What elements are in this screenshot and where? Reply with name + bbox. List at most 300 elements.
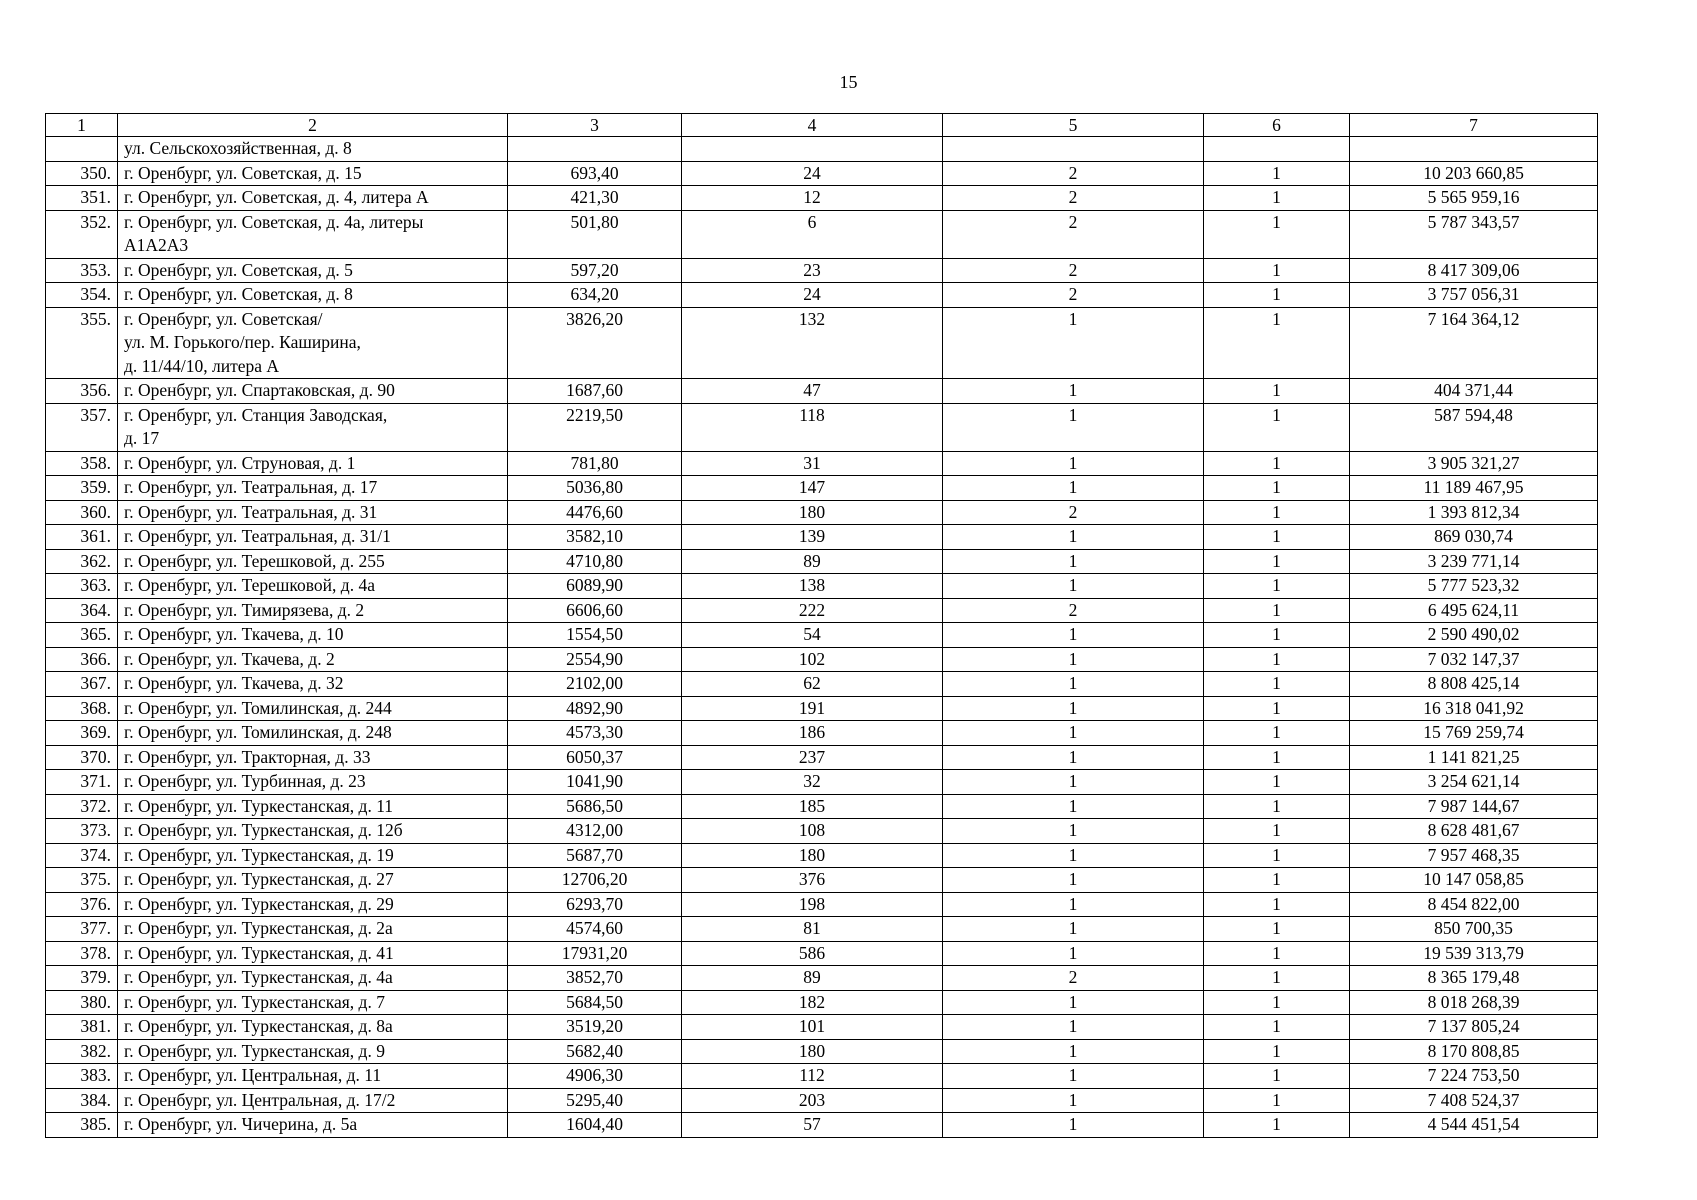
address-cell — [118, 210, 508, 258]
row-number-cell: 367. — [46, 672, 118, 697]
row-number-cell: 369. — [46, 721, 118, 746]
column-5-cell: 1 — [943, 1113, 1204, 1138]
column-5-cell: 1 — [943, 623, 1204, 648]
column-6-cell: 1 — [1204, 917, 1350, 942]
area-cell: 4710,80 — [508, 549, 682, 574]
row-number-cell: 355. — [46, 307, 118, 379]
residents-cell: 191 — [682, 696, 943, 721]
column-6-cell — [1204, 137, 1350, 162]
row-number-cell: 366. — [46, 647, 118, 672]
column-6-cell: 1 — [1204, 186, 1350, 211]
table-header — [46, 114, 1598, 137]
column-6-cell: 1 — [1204, 623, 1350, 648]
address-cell — [118, 868, 508, 893]
address-text: г. Оренбург, ул. Станция Заводская, д. 17 — [124, 404, 388, 448]
column-6-cell: 1 — [1204, 1015, 1350, 1040]
cost-cell: 8 170 808,85 — [1350, 1039, 1598, 1064]
table-row — [46, 966, 1598, 991]
address-cell — [118, 696, 508, 721]
column-5-cell: 1 — [943, 525, 1204, 550]
row-number-cell: 370. — [46, 745, 118, 770]
table-row — [46, 1088, 1598, 1113]
column-6-cell: 1 — [1204, 525, 1350, 550]
residents-cell: 101 — [682, 1015, 943, 1040]
header-cell-2: 2 — [118, 114, 508, 137]
address-cell — [118, 500, 508, 525]
table-row — [46, 137, 1598, 162]
address-cell — [118, 647, 508, 672]
address-text: г. Оренбург, ул. Советская, д. 15 — [124, 162, 362, 183]
address-cell — [118, 1088, 508, 1113]
address-text: г. Оренбург, ул. Ткачева, д. 32 — [124, 673, 344, 693]
column-6-cell: 1 — [1204, 1088, 1350, 1113]
header-row — [46, 114, 1598, 137]
residents-cell: 185 — [682, 794, 943, 819]
address-text: г. Оренбург, ул. Советская, д. 4а, литеры А1А2А3 — [124, 211, 424, 255]
address-cell — [118, 1015, 508, 1040]
area-cell: 5295,40 — [508, 1088, 682, 1113]
row-number-cell: 375. — [46, 868, 118, 893]
column-6-cell: 1 — [1204, 1039, 1350, 1064]
address-text: г. Оренбург, ул. Туркестанская, д. 12б — [124, 820, 403, 840]
address-cell — [118, 623, 508, 648]
table-row — [46, 403, 1598, 451]
column-6-cell: 1 — [1204, 210, 1350, 258]
column-6-cell: 1 — [1204, 819, 1350, 844]
cost-cell: 3 254 621,14 — [1350, 770, 1598, 795]
row-number-cell: 383. — [46, 1064, 118, 1089]
table-row — [46, 745, 1598, 770]
residents-cell: 24 — [682, 161, 943, 186]
cost-cell: 1 141 821,25 — [1350, 745, 1598, 770]
area-cell: 4892,90 — [508, 696, 682, 721]
table-row — [46, 500, 1598, 525]
column-5-cell: 1 — [943, 451, 1204, 476]
table-row — [46, 451, 1598, 476]
column-5-cell: 2 — [943, 500, 1204, 525]
residents-cell: 180 — [682, 500, 943, 525]
row-number-cell: 363. — [46, 574, 118, 599]
row-number-cell: 364. — [46, 598, 118, 623]
area-cell: 4574,60 — [508, 917, 682, 942]
address-cell — [118, 892, 508, 917]
table-row — [46, 1015, 1598, 1040]
address-text: г. Оренбург, ул. Тимирязева, д. 2 — [124, 599, 365, 620]
area-cell: 4573,30 — [508, 721, 682, 746]
column-5-cell: 1 — [943, 794, 1204, 819]
residents-cell: 89 — [682, 966, 943, 991]
row-number-cell: 357. — [46, 403, 118, 451]
area-cell: 17931,20 — [508, 941, 682, 966]
column-6-cell: 1 — [1204, 307, 1350, 379]
residents-cell: 139 — [682, 525, 943, 550]
table-row — [46, 283, 1598, 308]
residents-cell: 237 — [682, 745, 943, 770]
address-text: г. Оренбург, ул. Ткачева, д. 10 — [124, 624, 344, 644]
residents-cell: 198 — [682, 892, 943, 917]
column-5-cell: 1 — [943, 696, 1204, 721]
row-number-cell: 377. — [46, 917, 118, 942]
column-6-cell: 1 — [1204, 379, 1350, 404]
header-cell-1: 1 — [46, 114, 118, 137]
row-number-cell: 365. — [46, 623, 118, 648]
cost-cell — [1350, 137, 1598, 162]
area-cell: 5687,70 — [508, 843, 682, 868]
row-number-cell: 381. — [46, 1015, 118, 1040]
residents-cell: 31 — [682, 451, 943, 476]
column-6-cell: 1 — [1204, 941, 1350, 966]
column-5-cell: 1 — [943, 1064, 1204, 1089]
column-6-cell: 1 — [1204, 696, 1350, 721]
cost-cell: 1 393 812,34 — [1350, 500, 1598, 525]
address-text: г. Оренбург, ул. Советская, д. 4, литера А — [124, 187, 429, 207]
row-number-cell: 352. — [46, 210, 118, 258]
address-text: г. Оренбург, ул. Туркестанская, д. 9 — [124, 1040, 385, 1061]
row-number-cell: 350. — [46, 161, 118, 186]
area-cell: 5682,40 — [508, 1039, 682, 1064]
table-row — [46, 574, 1598, 599]
table-row — [46, 1064, 1598, 1089]
address-text: г. Оренбург, ул. Туркестанская, д. 29 — [124, 893, 394, 914]
residents-cell: 23 — [682, 258, 943, 283]
row-number-cell: 382. — [46, 1039, 118, 1064]
table-row — [46, 990, 1598, 1015]
address-text: г. Оренбург, ул. Спартаковская, д. 90 — [124, 380, 395, 400]
address-text: г. Оренбург, ул. Туркестанская, д. 41 — [124, 942, 394, 963]
address-cell — [118, 379, 508, 404]
column-6-cell: 1 — [1204, 990, 1350, 1015]
residents-cell: 12 — [682, 186, 943, 211]
row-number-cell: 354. — [46, 283, 118, 308]
row-number-cell: 362. — [46, 549, 118, 574]
residents-cell: 47 — [682, 379, 943, 404]
header-cell-7: 7 — [1350, 114, 1598, 137]
row-number-cell: 379. — [46, 966, 118, 991]
residents-cell: 222 — [682, 598, 943, 623]
row-number-cell: 359. — [46, 476, 118, 501]
cost-cell: 5 787 343,57 — [1350, 210, 1598, 258]
address-cell — [118, 770, 508, 795]
table-body — [46, 137, 1598, 1138]
cost-cell: 11 189 467,95 — [1350, 476, 1598, 501]
cost-cell: 587 594,48 — [1350, 403, 1598, 451]
table-row — [46, 1113, 1598, 1138]
area-cell: 6293,70 — [508, 892, 682, 917]
area-cell: 3852,70 — [508, 966, 682, 991]
column-6-cell: 1 — [1204, 161, 1350, 186]
page-number: 15 — [839, 72, 858, 92]
table-row — [46, 647, 1598, 672]
row-number-cell: 356. — [46, 379, 118, 404]
residents-cell: 203 — [682, 1088, 943, 1113]
table-row — [46, 672, 1598, 697]
area-cell: 1604,40 — [508, 1113, 682, 1138]
address-text: г. Оренбург, ул. Ткачева, д. 2 — [124, 648, 335, 669]
address-cell — [118, 258, 508, 283]
address-cell — [118, 917, 508, 942]
area-cell: 634,20 — [508, 283, 682, 308]
cost-cell: 3 757 056,31 — [1350, 283, 1598, 308]
column-5-cell: 1 — [943, 403, 1204, 451]
area-cell: 2102,00 — [508, 672, 682, 697]
area-cell: 693,40 — [508, 161, 682, 186]
residents-cell: 180 — [682, 1039, 943, 1064]
column-5-cell: 1 — [943, 307, 1204, 379]
area-cell: 5036,80 — [508, 476, 682, 501]
row-number-cell: 361. — [46, 525, 118, 550]
address-text: г. Оренбург, ул. Томилинская, д. 248 — [124, 722, 392, 742]
column-6-cell: 1 — [1204, 500, 1350, 525]
address-cell — [118, 161, 508, 186]
row-number-cell: 351. — [46, 186, 118, 211]
cost-cell: 8 417 309,06 — [1350, 258, 1598, 283]
cost-cell: 7 408 524,37 — [1350, 1088, 1598, 1113]
table-row — [46, 307, 1598, 379]
area-cell: 6606,60 — [508, 598, 682, 623]
cost-cell: 404 371,44 — [1350, 379, 1598, 404]
cost-cell: 8 365 179,48 — [1350, 966, 1598, 991]
column-5-cell: 2 — [943, 283, 1204, 308]
address-text: г. Оренбург, ул. Туркестанская, д. 2а — [124, 918, 393, 938]
column-5-cell: 1 — [943, 868, 1204, 893]
residents-cell: 24 — [682, 283, 943, 308]
area-cell: 597,20 — [508, 258, 682, 283]
residents-cell: 62 — [682, 672, 943, 697]
address-cell — [118, 1113, 508, 1138]
cost-cell: 7 957 468,35 — [1350, 843, 1598, 868]
table-row — [46, 1039, 1598, 1064]
residents-cell: 108 — [682, 819, 943, 844]
cost-cell: 16 318 041,92 — [1350, 696, 1598, 721]
header-cell-6: 6 — [1204, 114, 1350, 137]
row-number-cell: 371. — [46, 770, 118, 795]
area-cell: 3519,20 — [508, 1015, 682, 1040]
address-cell — [118, 966, 508, 991]
area-cell: 6050,37 — [508, 745, 682, 770]
area-cell: 3826,20 — [508, 307, 682, 379]
column-5-cell: 1 — [943, 1015, 1204, 1040]
column-5-cell: 1 — [943, 672, 1204, 697]
address-text: г. Оренбург, ул. Советская, д. 8 — [124, 284, 353, 304]
column-5-cell: 1 — [943, 892, 1204, 917]
address-text: г. Оренбург, ул. Центральная, д. 17/2 — [124, 1089, 396, 1110]
cost-cell: 5 777 523,32 — [1350, 574, 1598, 599]
table-row — [46, 379, 1598, 404]
address-text: г. Оренбург, ул. Театральная, д. 31/1 — [124, 526, 391, 546]
column-5-cell: 1 — [943, 647, 1204, 672]
address-cell — [118, 574, 508, 599]
address-text: г. Оренбург, ул. Туркестанская, д. 8а — [124, 1016, 393, 1036]
address-text: г. Оренбург, ул. Советская/ ул. М. Горького/пер. Каширина, д. 11/44/10, литера А — [124, 308, 361, 376]
cost-cell: 4 544 451,54 — [1350, 1113, 1598, 1138]
cost-cell: 6 495 624,11 — [1350, 598, 1598, 623]
cost-cell: 7 032 147,37 — [1350, 647, 1598, 672]
table-row — [46, 770, 1598, 795]
column-6-cell: 1 — [1204, 672, 1350, 697]
address-cell — [118, 819, 508, 844]
table-row — [46, 186, 1598, 211]
column-6-cell: 1 — [1204, 721, 1350, 746]
area-cell: 5686,50 — [508, 794, 682, 819]
address-cell — [118, 941, 508, 966]
cost-cell: 7 987 144,67 — [1350, 794, 1598, 819]
row-number-cell: 353. — [46, 258, 118, 283]
column-5-cell: 1 — [943, 745, 1204, 770]
table-row — [46, 598, 1598, 623]
residents-cell: 54 — [682, 623, 943, 648]
table-row — [46, 161, 1598, 186]
address-cell — [118, 672, 508, 697]
column-6-cell: 1 — [1204, 843, 1350, 868]
cost-cell: 19 539 313,79 — [1350, 941, 1598, 966]
row-number-cell: 368. — [46, 696, 118, 721]
table-row — [46, 819, 1598, 844]
address-cell — [118, 549, 508, 574]
column-5-cell — [943, 137, 1204, 162]
cost-cell: 8 454 822,00 — [1350, 892, 1598, 917]
table-row — [46, 794, 1598, 819]
row-number-cell: 384. — [46, 1088, 118, 1113]
row-number-cell: 360. — [46, 500, 118, 525]
cost-cell: 7 224 753,50 — [1350, 1064, 1598, 1089]
address-cell — [118, 843, 508, 868]
address-cell — [118, 137, 508, 162]
area-cell: 781,80 — [508, 451, 682, 476]
row-number-cell: 374. — [46, 843, 118, 868]
table-row — [46, 696, 1598, 721]
column-6-cell: 1 — [1204, 966, 1350, 991]
column-6-cell: 1 — [1204, 598, 1350, 623]
residents-cell: 6 — [682, 210, 943, 258]
residents-cell: 57 — [682, 1113, 943, 1138]
column-5-cell: 1 — [943, 1039, 1204, 1064]
cost-cell: 8 018 268,39 — [1350, 990, 1598, 1015]
cost-cell: 8 628 481,67 — [1350, 819, 1598, 844]
column-6-cell: 1 — [1204, 892, 1350, 917]
table-row — [46, 549, 1598, 574]
address-cell — [118, 598, 508, 623]
table-row — [46, 623, 1598, 648]
address-text: г. Оренбург, ул. Струновая, д. 1 — [124, 452, 356, 473]
address-cell — [118, 476, 508, 501]
address-text: г. Оренбург, ул. Центральная, д. 11 — [124, 1065, 382, 1085]
cost-cell: 3 905 321,27 — [1350, 451, 1598, 476]
address-cell — [118, 1064, 508, 1089]
area-cell: 1687,60 — [508, 379, 682, 404]
header-cell-4: 4 — [682, 114, 943, 137]
header-cell-5: 5 — [943, 114, 1204, 137]
address-text: ул. Сельскохозяйственная, д. 8 — [124, 138, 352, 158]
column-6-cell: 1 — [1204, 1064, 1350, 1089]
column-5-cell: 1 — [943, 379, 1204, 404]
column-6-cell: 1 — [1204, 451, 1350, 476]
cost-cell: 869 030,74 — [1350, 525, 1598, 550]
area-cell: 6089,90 — [508, 574, 682, 599]
address-text: г. Оренбург, ул. Туркестанская, д. 11 — [124, 795, 394, 816]
address-text: г. Оренбург, ул. Чичерина, д. 5а — [124, 1114, 358, 1134]
address-text: г. Оренбург, ул. Туркестанская, д. 7 — [124, 991, 385, 1012]
residents-cell: 132 — [682, 307, 943, 379]
table-row — [46, 843, 1598, 868]
column-6-cell: 1 — [1204, 1113, 1350, 1138]
column-6-cell: 1 — [1204, 403, 1350, 451]
table-row — [46, 917, 1598, 942]
row-number-cell: 376. — [46, 892, 118, 917]
address-text: г. Оренбург, ул. Театральная, д. 17 — [124, 477, 378, 497]
residents-cell: 376 — [682, 868, 943, 893]
address-cell — [118, 794, 508, 819]
row-number-cell: 380. — [46, 990, 118, 1015]
residents-cell: 186 — [682, 721, 943, 746]
address-text: г. Оренбург, ул. Терешковой, д. 4а — [124, 575, 375, 595]
column-6-cell: 1 — [1204, 647, 1350, 672]
address-cell — [118, 283, 508, 308]
column-5-cell: 2 — [943, 210, 1204, 258]
column-5-cell: 1 — [943, 574, 1204, 599]
table-row — [46, 941, 1598, 966]
residents-cell: 586 — [682, 941, 943, 966]
address-text: г. Оренбург, ул. Терешковой, д. 255 — [124, 550, 385, 571]
address-text: г. Оренбург, ул. Туркестанская, д. 4а — [124, 967, 393, 987]
column-5-cell: 2 — [943, 966, 1204, 991]
column-5-cell: 1 — [943, 990, 1204, 1015]
residents-cell: 138 — [682, 574, 943, 599]
table-row — [46, 258, 1598, 283]
column-5-cell: 1 — [943, 721, 1204, 746]
column-5-cell: 1 — [943, 819, 1204, 844]
cost-cell: 3 239 771,14 — [1350, 549, 1598, 574]
column-6-cell: 1 — [1204, 868, 1350, 893]
address-text: г. Оренбург, ул. Туркестанская, д. 19 — [124, 844, 394, 865]
column-6-cell: 1 — [1204, 258, 1350, 283]
housing-table — [45, 113, 1598, 1138]
area-cell: 4476,60 — [508, 500, 682, 525]
residents-cell: 182 — [682, 990, 943, 1015]
address-cell — [118, 525, 508, 550]
address-cell — [118, 721, 508, 746]
column-5-cell: 2 — [943, 258, 1204, 283]
column-6-cell: 1 — [1204, 549, 1350, 574]
address-cell — [118, 745, 508, 770]
column-6-cell: 1 — [1204, 770, 1350, 795]
area-cell: 3582,10 — [508, 525, 682, 550]
address-text: г. Оренбург, ул. Тракторная, д. 33 — [124, 746, 371, 767]
cost-cell: 8 808 425,14 — [1350, 672, 1598, 697]
area-cell: 1041,90 — [508, 770, 682, 795]
row-number-cell: 373. — [46, 819, 118, 844]
residents-cell: 118 — [682, 403, 943, 451]
table-row — [46, 892, 1598, 917]
header-cell-3: 3 — [508, 114, 682, 137]
cost-cell: 2 590 490,02 — [1350, 623, 1598, 648]
column-5-cell: 1 — [943, 843, 1204, 868]
residents-cell — [682, 137, 943, 162]
residents-cell: 32 — [682, 770, 943, 795]
column-6-cell: 1 — [1204, 283, 1350, 308]
column-6-cell: 1 — [1204, 574, 1350, 599]
column-5-cell: 2 — [943, 161, 1204, 186]
address-cell — [118, 186, 508, 211]
column-6-cell: 1 — [1204, 745, 1350, 770]
column-5-cell: 1 — [943, 941, 1204, 966]
address-text: г. Оренбург, ул. Томилинская, д. 244 — [124, 697, 392, 718]
row-number-cell: 372. — [46, 794, 118, 819]
row-number-cell: 378. — [46, 941, 118, 966]
address-cell — [118, 990, 508, 1015]
table-row — [46, 868, 1598, 893]
residents-cell: 147 — [682, 476, 943, 501]
table-row — [46, 525, 1598, 550]
